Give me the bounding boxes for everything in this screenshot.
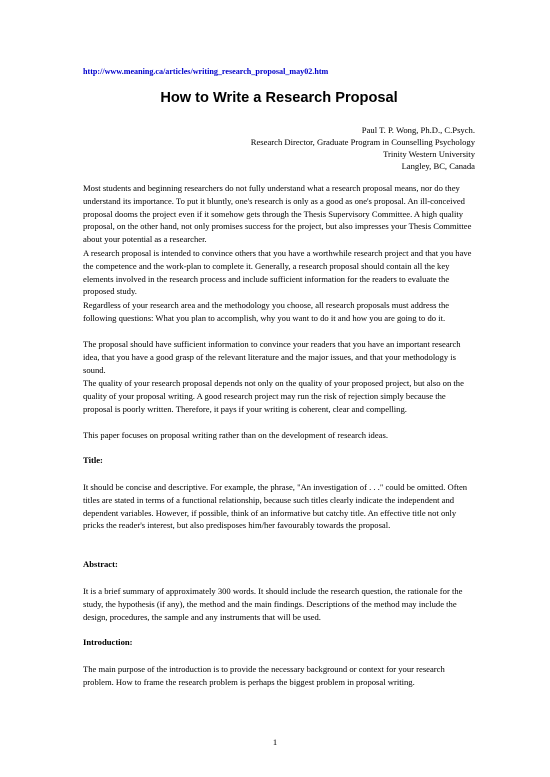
paragraph-intro-6: This paper focuses on proposal writing rather than on the development of research ideas.: [83, 430, 388, 440]
author-position: Research Director, Graduate Program in Counselling Psychology: [250, 137, 475, 148]
paragraph-intro-3: Regardless of your research area and the methodology you choose, all research proposals must address the following questions: What you plan to accomplish, why you want to do it and how you are going to do it.: [83, 300, 450, 323]
author-location: Langley, BC, Canada: [401, 161, 475, 172]
section-body-abstract: It is a brief summary of approximately 300 words. It should include the research question, the rationale for the study, the hypothesis (if any), the method and the main findings. Descriptions of the method may include the design, procedures, the sample and any instruments that will be used.: [83, 586, 463, 622]
paragraph-intro-2: A research proposal is intended to convince others that you have a worthwhile research project and that you have the competence and the work-plan to complete it. Generally, a research proposal should contain all the key elements involved in the research process and include sufficient information for the readers to evaluate the proposed study.: [83, 248, 472, 297]
source-url-link[interactable]: http://www.meaning.ca/articles/writing_research_proposal_may02.htm: [83, 67, 329, 76]
document-title: How to Write a Research Proposal: [160, 90, 398, 106]
section-heading-title: Title:: [83, 455, 103, 465]
section-heading-abstract: Abstract:: [83, 559, 118, 569]
paragraph-intro-4: The proposal should have sufficient information to convince your readers that you have an important research idea, that you have a good grasp of the relevant literature and the major issues, and that your methodology is sound.: [83, 339, 461, 375]
page-number: 1: [272, 737, 278, 747]
section-body-introduction: The main purpose of the introduction is to provide the necessary background or context for your research problem. How to frame the research problem is perhaps the biggest problem in proposal writing.: [83, 664, 445, 687]
paragraph-intro-1: Most students and beginning researchers do not fully understand what a research proposal means, nor do they understand its importance. To put it bluntly, one's research is only as a good as one's proposal. An ill-conceived proposal dooms the project even if it somehow gets through the Thesis Supervisory Committee. A high quality proposal, on the other hand, not only promises success for the project, but also impresses your Thesis Committee about your potential as a researcher.: [83, 183, 472, 245]
author-block: [251, 124, 475, 172]
section-heading-introduction: Introduction:: [83, 637, 133, 647]
author-institution: Trinity Western University: [383, 149, 475, 160]
author-name: Paul T. P. Wong, Ph.D., C.Psych.: [361, 125, 475, 135]
paragraph-intro-5: The quality of your research proposal depends not only on the quality of your proposed project, but also on the quality of your proposal writing. A good research project may run the risk of rejection simply because the proposal is poorly written. Therefore, it pays if your writing is coherent, clear and compelling.: [83, 378, 464, 414]
section-body-title: It should be concise and descriptive. For example, the phrase, "An investigation of . . ." could be omitted. Often titles are stated in terms of a functional relationship, because such titles clearly indicate the independent and dependent variables. However, if possible, think of an informative but catchy title. An effective title not only pricks the reader's interest, but also predisposes him/her favourably towards the proposal.: [83, 482, 468, 531]
